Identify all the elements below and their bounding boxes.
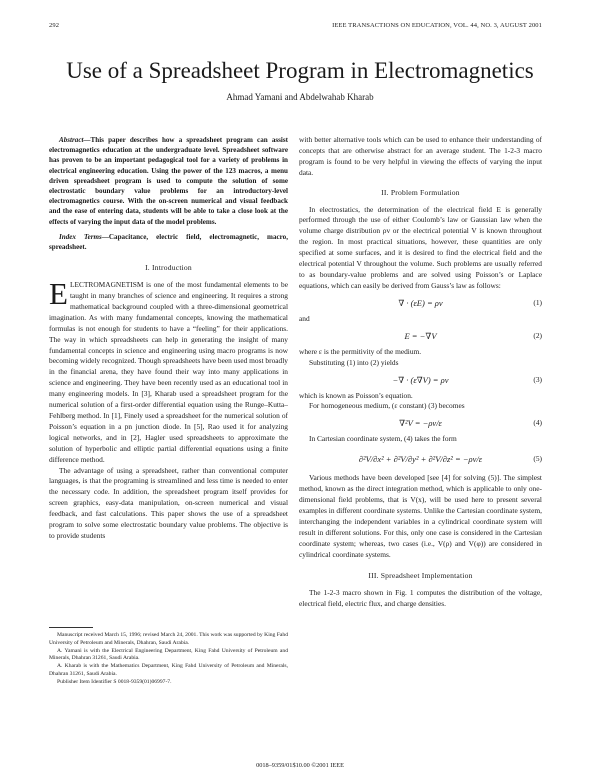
footnote-rule xyxy=(49,627,93,628)
abstract-text: This paper describes how a spreadsheet program can assist electromagnetics education at the undergraduate level. Spreadsheet software has proven to be an important pedagogical tool for a variety of problems in electrical engineering education. Using the power of the 123 macros, a menu driven spreadsheet program is used to compute the solution of some electrostatic boundary value problems for an introductory-level electromagnetics course. With the on-screen numerical and visual feedback and the ease of entering data, students will be able to take a close look at the effects of varying the input data of the model problems. xyxy=(49,136,288,226)
right-column xyxy=(299,135,542,610)
substitute-text: Substituting (1) into (2) yields xyxy=(309,357,399,367)
equation-2-number: (2) xyxy=(533,330,542,340)
footnotes xyxy=(49,632,288,687)
equation-4: ∇²V = −ρv/ε (4) xyxy=(299,412,542,434)
equation-4-number: (4) xyxy=(533,418,542,428)
journal-header: IEEE TRANSACTIONS ON EDUCATION, VOL. 44, NO. 3, AUGUST 2001 xyxy=(332,22,542,29)
copyright-line: 0018–9359/01$10.00 ©2001 IEEE xyxy=(256,762,344,769)
dropcap: E xyxy=(49,276,68,312)
equation-5: ∂²V/∂x² + ∂²V/∂y² + ∂²V/∂z² = −ρv/ε (5) xyxy=(299,445,542,473)
problem-paragraph-1: In electrostatics, the determination of the electrical field E is generally performed through the use of either Coulomb’s law or Gaussian law when the volume charge distribution ρv or the electrical potential V is known throughout the region. In most practical situations, however, these quantities are only specified at some surfaces, and it is desired to find the electrical field and the electrical potential V throughout the volume. Such problems are usually referred to as boundary-value problems and are solved using Poisson’s or Laplace equations, which can easily be derived from Gauss’s law as follows: xyxy=(299,204,542,290)
index-terms-label: Index Terms— xyxy=(59,232,109,241)
problem-paragraph-2: Various methods have been developed [see [4] for solving (5)]. The simplest method, known as the direct integration method, which is applicable to only one-dimensional field problems, that is V(x), will be used here to present several examples in different coordinate systems. Unlike the Cartesian coordinate system, interchanging the independent variables in a cylindrical coordinate system will result in different solutions. For this, only one case is considered in the Cartesian coordinate system; whereas, two cases (i.e., V(ρ) and V(φ)) are considered in cylindrical coordinate systems. xyxy=(299,473,542,559)
homogeneous-text: For homogeneous medium, (ε constant) (3) becomes xyxy=(309,401,465,411)
equation-3-number: (3) xyxy=(533,374,542,384)
footnote-manuscript: Manuscript received March 15, 1996; revised March 24, 2001. This work was supported by King Fahd University of Petroleum and Minerals, Dhahran, Saudi Arabia. xyxy=(49,632,288,646)
section-heading-intro: I. Introduction xyxy=(145,263,192,273)
footnote-publisher-id: Publisher Item Identifier S 0018-9359(01)06997-7. xyxy=(57,678,172,685)
intro-paragraph-3: with better alternative tools which can be used to enhance their understanding of concepts that are otherwise abstract for an average student. The 1-2-3 macro program is found to be very helpful in viewing the effects of varying the input data. xyxy=(299,135,542,177)
equation-1: ∇ · (εE) = ρv (1) xyxy=(299,292,542,314)
intro-paragraph-1: ELECTROMAGNETISM is one of the most fundamental elements to be taught in many branches of science and engineering. It requires a strong mathematical background coupled with a three-dimensional geometrical imagination. As with many fundamental concepts, knowing the mathematical formulas is not enough for students to have a “feeling” for their applications. The way in which spreadsheets can help in generating the insight of many fundamental concepts in science and engineering using macro programs is now becoming widely recognized. Though spreadsheets have been used most broadly in the financial arena, they have found their way into many applications in science and engineering. They have been recently used as an educational tool in many engineering models. In [3], Kharab used a spreadsheet program for the numerical solution of a first-order differential equation using the Runge–Kutta–Fehlberg method. In [1], Finely used a spreadsheet for the numerical solution of Poisson’s equation in a pn junction diode. In [5], Rao used it for analyzing logical networks, and in [2], Hagler used spreadsheets to approximate the solution of hyperbolic and elliptic partial differential equations using a finite difference method. xyxy=(49,276,288,464)
implementation-paragraph-1: The 1-2-3 macro shown in Fig. 1 computes the distribution of the voltage, electrical field, electric flux, and charge densities. xyxy=(299,588,542,609)
section-heading-problem: II. Problem Formulation xyxy=(381,187,460,197)
abstract xyxy=(49,135,288,227)
cartesian-text: In Cartesian coordinate system, (4) takes the form xyxy=(309,434,457,444)
equation-2: E = −∇V (2) xyxy=(299,325,542,347)
page-number: 292 xyxy=(49,22,60,29)
equation-5-number: (5) xyxy=(533,454,542,464)
footnote-kharab: A. Kharab is with the Mathematics Department, King Fahd University of Petroleum and Minerals, Dhahran 31261, Saudi Arabia. xyxy=(49,663,288,677)
index-terms-text: Capacitance, electric field, electromagnetic, macro, spreadsheet. xyxy=(49,232,288,252)
equation-3: −∇ · (ε∇V) = ρv (3) xyxy=(299,369,542,391)
paper-title: Use of a Spreadsheet Program in Electromagnetics xyxy=(66,58,534,83)
and-text: and xyxy=(299,313,310,323)
left-column xyxy=(49,135,288,542)
poisson-text: which is known as Poisson’s equation. xyxy=(299,390,413,400)
index-terms xyxy=(49,232,288,252)
abstract-label: Abstract— xyxy=(59,136,91,144)
section-heading-implementation: III. Spreadsheet Implementation xyxy=(368,571,473,581)
equation-1-number: (1) xyxy=(533,297,542,307)
authors: Ahmad Yamani and Abdelwahab Kharab xyxy=(226,92,374,102)
where-text: where ε is the permitivity of the medium. xyxy=(299,346,422,356)
intro-paragraph-2: The advantage of using a spreadsheet, rather than conventional computer languages, is that the programing is streamlined and less time is needed to enter the necessary code. In addition, the spreadsheet program itself provides for screen graphics, easy-data manipulation, on-screen numerical and visual feedback, and fast calculations. This paper shows the use of a spreadsheet program to solve some electrostatic boundary value problems. The objective is to provide students xyxy=(49,465,288,540)
footnote-yamani: A. Yamani is with the Electrical Engineering Department, King Fahd University of Petroleum and Minerals, Dhahran 31261, Saudi Arabia. xyxy=(49,647,288,662)
